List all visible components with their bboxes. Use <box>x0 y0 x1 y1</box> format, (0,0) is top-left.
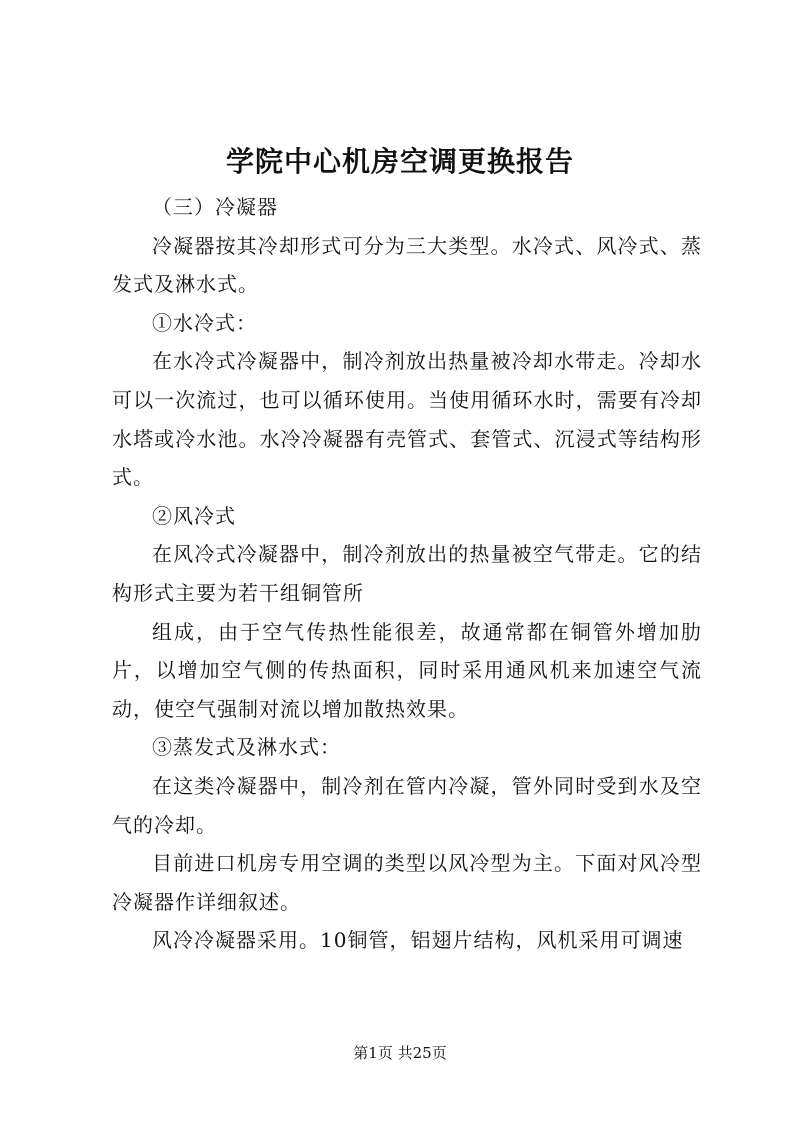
subsection-heading: ③蒸发式及淋水式： <box>152 735 341 760</box>
body-paragraph: 目前进口机房专用空调的类型以风冷型为主。下面对风冷型冷凝器作详细叙述。 <box>112 851 702 914</box>
subsection-heading: ②风冷式 <box>152 503 236 528</box>
section-heading: （三）冷凝器 <box>152 195 278 219</box>
body-paragraph: 冷凝器按其冷却形式可分为三大类型。水冷式、风冷式、蒸发式及淋水式。 <box>112 233 702 297</box>
body-paragraph: 在这类冷凝器中，制冷剂在管内冷凝，管外同时受到水及空气的冷却。 <box>112 773 702 837</box>
body-paragraph: 风冷冷凝器采用。10铜管，铝翅片结构，风机采用可调速 <box>152 928 684 953</box>
document-title: 学院中心机房空调更换报告 <box>225 145 574 178</box>
body-paragraph: 在水冷式冷凝器中，制冷剂放出热量被冷却水带走。冷却水可以一次流过，也可以循环使用。当使用循环水时，需要有冷却水塔或冷水池。水冷冷凝器有壳管式、套管式、沉浸式等结构形式。 <box>112 349 702 490</box>
subsection-heading: ①水冷式： <box>152 310 257 335</box>
document-body <box>112 188 702 960</box>
body-paragraph: 组成，由于空气传热性能很差，故通常都在铜管外增加肋片，以增加空气侧的传热面积，同时采用通风机来加速空气流动，使空气强制对流以增加散热效果。 <box>112 619 702 721</box>
body-paragraph: 在风冷式冷凝器中，制冷剂放出的热量被空气带走。它的结构形式主要为若干组铜管所 <box>112 542 702 605</box>
page-number-footer: 第1页 共25页 <box>353 1044 447 1062</box>
